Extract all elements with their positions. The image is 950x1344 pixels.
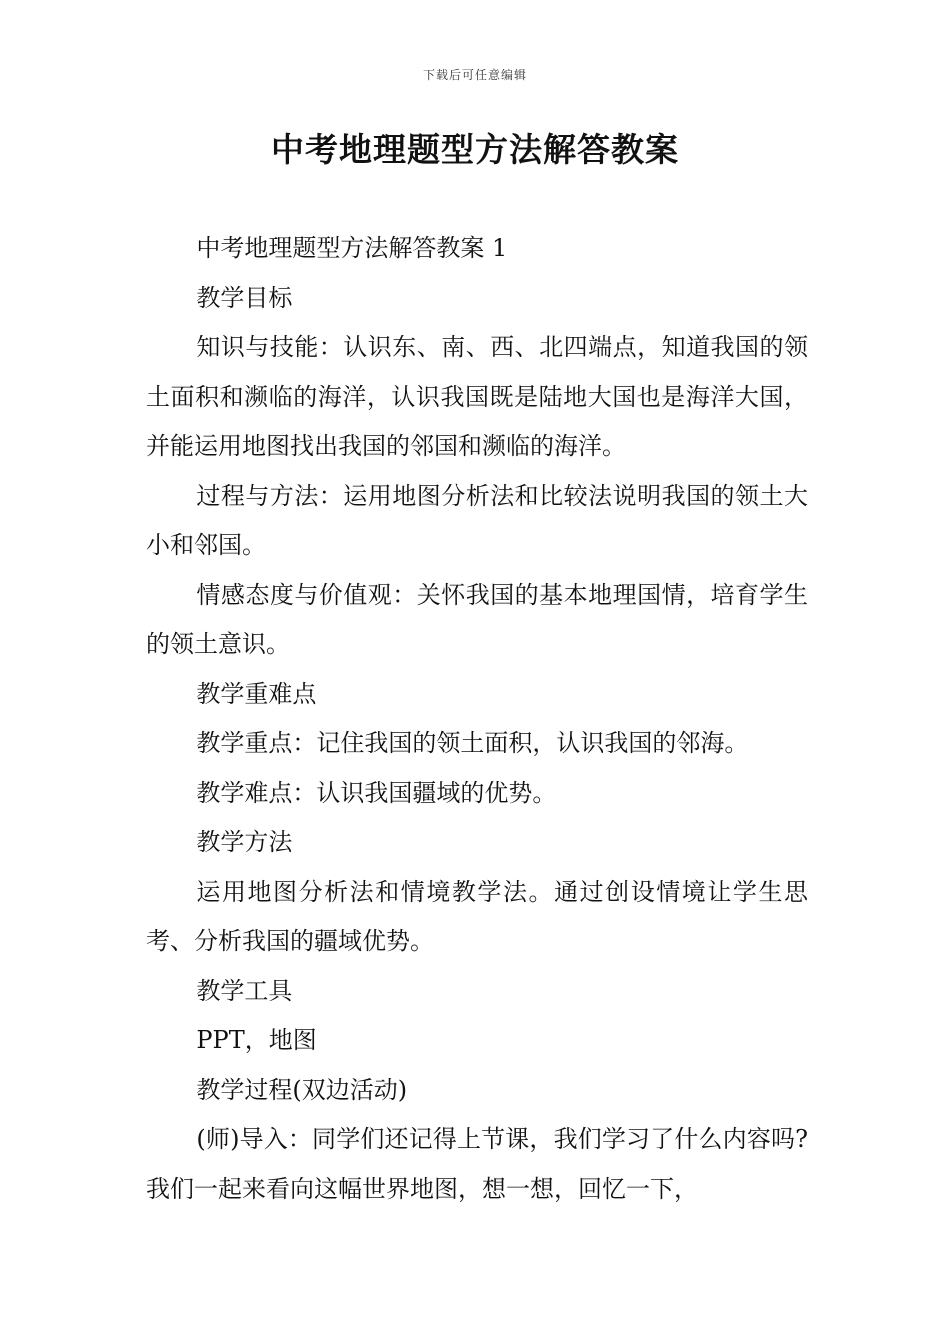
objective-knowledge: 知识与技能：认识东、南、西、北四端点，知道我国的领土面积和濒临的海洋，认识我国既是陆地大国也是海洋大国，并能运用地图找出我国的邻国和濒临的海洋。 xyxy=(146,333,808,460)
section-heading-methods: 教学方法 xyxy=(196,828,293,856)
objective-process: 过程与方法：运用地图分析法和比较法说明我国的领土大小和邻国。 xyxy=(146,481,808,559)
section-heading-process: 教学过程(双边活动) xyxy=(196,1075,408,1104)
lesson-heading: 中考地理题型方法解答教案 1 xyxy=(196,234,508,262)
document-title: 中考地理题型方法解答教案 xyxy=(271,130,679,169)
section-heading-key-points: 教学重难点 xyxy=(196,679,317,708)
document-body xyxy=(146,224,808,1214)
section-heading-objectives: 教学目标 xyxy=(196,283,293,312)
key-point: 教学重点：记住我国的领土面积，认识我国的邻海。 xyxy=(196,729,749,757)
methods-text: 运用地图分析法和情境教学法。通过创设情境让学生思考、分析我国的疆域优势。 xyxy=(146,877,808,955)
section-heading-tools: 教学工具 xyxy=(196,976,293,1005)
process-intro: (师)导入：同学们还记得上节课，我们学习了什么内容吗?我们一起来看向这幅世界地图，想一想，回忆一下， xyxy=(146,1125,808,1203)
header-note: 下载后可任意编辑 xyxy=(422,68,527,82)
tools-text: PPT，地图 xyxy=(196,1026,317,1054)
difficult-point: 教学难点：认识我国疆域的优势。 xyxy=(196,778,557,807)
objective-attitude: 情感态度与价值观：关怀我国的基本地理国情，培育学生的领土意识。 xyxy=(146,580,808,658)
